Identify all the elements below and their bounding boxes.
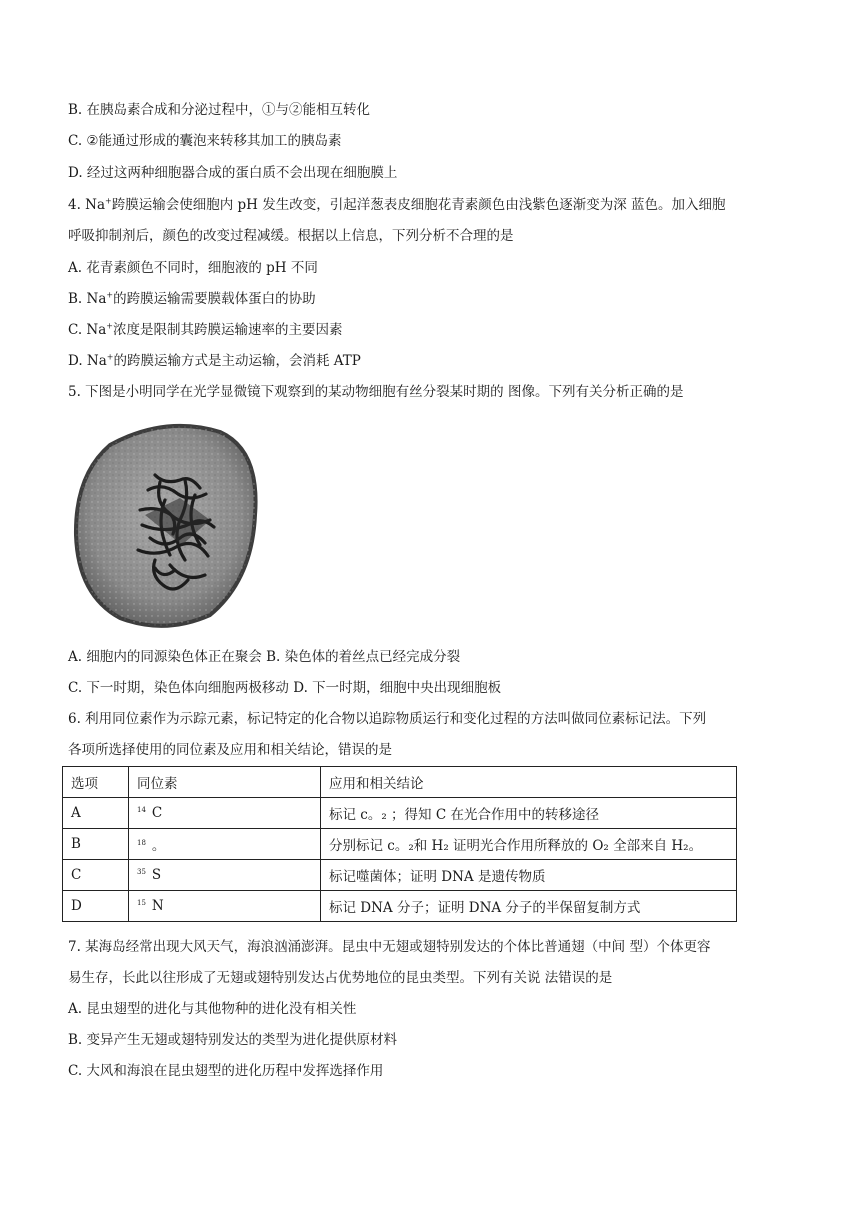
q7-option-b: B. 变异产生无翅或翅特别发达的类型为进化提供原材料 [68,1032,398,1048]
q3-option-d: D. 经过这两种细胞器合成的蛋白质不会出现在细胞膜上 [68,165,398,181]
row-option: D [63,891,129,922]
cell-micrograph-image [70,420,270,630]
q4-stem-line2: 呼吸抑制剂后，颜色的改变过程减缓。根据以上信息，下列分析不合理的是 [68,228,514,244]
row-isotope: $^{35}$ S [129,860,321,891]
q3-option-c: C. ②能通过形成的囊泡来转移其加工的胰岛素 [68,133,342,149]
q7-stem: 7. 某海岛经常出现大风天气，海浪汹涌澎湃。昆虫中无翅或翅特别发达的个体比普通翅（中间 型）个体更容 [68,939,711,955]
q4-option-c: C. Na+浓度是限制其跨膜运输速率的主要因素 [68,321,343,338]
isotope-table [62,766,737,922]
q6-stem: 6. 利用同位素作为示踪元素，标记特定的化合物以追踪物质运行和变化过程的方法叫做同位素标记法。下列 [68,711,707,727]
table-row [63,860,737,891]
table-row [63,891,737,922]
q4-option-b: B. Na+的跨膜运输需要膜载体蛋白的协助 [68,290,316,307]
row-conclusion: 标记 DNA 分子；证明 DNA 分子的半保留复制方式 [321,891,737,922]
row-option: C [63,860,129,891]
row-option: A [63,798,129,829]
q4-option-a: A. 花青素颜色不同时，细胞液的 pH 不同 [68,260,318,276]
q5-stem: 5. 下图是小明同学在光学显微镜下观察到的某动物细胞有丝分裂某时期的 图像。下列有关分析正确的是 [68,384,684,400]
q5-options-cd: C. 下一时期，染色体向细胞两极移动 D. 下一时期，细胞中央出现细胞板 [68,680,502,696]
row-option: B [63,829,129,860]
table-header-conclusion: 应用和相关结论 [321,767,737,798]
table-row [63,829,737,860]
table-header-row [63,767,737,798]
table-header-isotope: 同位素 [129,767,321,798]
row-isotope: $^{15}$ N [129,891,321,922]
q6-stem-line2: 各项所选择使用的同位素及应用和相关结论，错误的是 [68,742,392,758]
row-conclusion: 标记噬菌体；证明 DNA 是遗传物质 [321,860,737,891]
row-conclusion: 分别标记 c。₂和 H₂ 证明光合作用所释放的 O₂ 全部来自 H₂。 [321,829,737,860]
q4-option-d: D. Na+的跨膜运输方式是主动运输，会消耗 ATP [68,352,361,369]
q7-stem-line2: 易生存，长此以往形成了无翅或翅特别发达占优势地位的昆虫类型。下列有关说 法错误的是 [68,970,613,986]
q5-options-ab: A. 细胞内的同源染色体正在聚会 B. 染色体的着丝点已经完成分裂 [68,649,461,665]
q7-option-a: A. 昆虫翅型的进化与其他物种的进化没有相关性 [68,1001,357,1017]
row-isotope: $^{14}$ C [129,798,321,829]
table-row [63,798,737,829]
table-header-option: 选项 [63,767,129,798]
row-isotope: $^{18}$ 。 [129,829,321,860]
q4-stem: 4. Na+跨膜运输会使细胞内 pH 发生改变，引起洋葱表皮细胞花青素颜色由浅紫色逐渐变为深 蓝色。加入细胞 [68,196,726,213]
q3-option-b: B. 在胰岛素合成和分泌过程中，①与②能相互转化 [68,102,371,118]
row-conclusion: 标记 c。₂ ；得知 C 在光合作用中的转移途径 [321,798,737,829]
q7-option-c: C. 大风和海浪在昆虫翅型的进化历程中发挥选择作用 [68,1063,384,1079]
